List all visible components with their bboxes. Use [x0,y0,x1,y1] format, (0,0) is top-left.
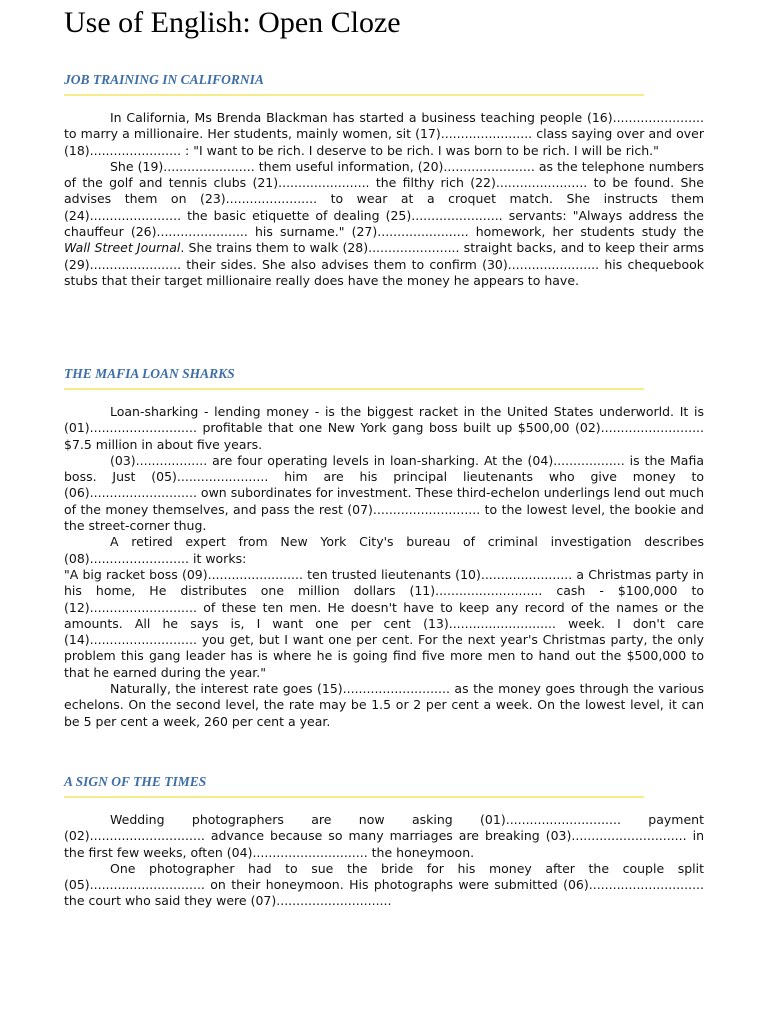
paragraph-quote [64,567,704,681]
paragraph [64,681,704,730]
section-body-job-training [64,110,704,289]
paragraph [64,861,704,910]
paragraph [64,453,704,534]
paragraph-text: (03).................. are four operating levels in loan-sharking. At the (04).................. is the Mafia boss. Just (05)....................... him are his principal lieutenants who give money to (06)........................... own subordinates for investment. These third-echelon underlings lend out much of the money themselves, and pass the rest (07)........................... to the lowest level, the bookie and the street-corner thug. [64,452,704,534]
newspaper-title: Wall Street Journal [64,240,181,256]
page-title: Use of English: Open Cloze [64,6,401,39]
section-heading-sign-of-the-times: A SIGN OF THE TIMES [64,774,644,798]
paragraph-text: Wedding photographers are now asking (01)............................. payment (02)............................. advance because so many marriages are breaking (03)............................. in the first few weeks, often (04)............................. the honeymoon. [64,812,704,860]
section-heading-mafia-loan-sharks: THE MAFIA LOAN SHARKS [64,366,644,390]
paragraph [64,159,704,289]
paragraph-text: A retired expert from New York City's bureau of criminal investigation describes (08)......................... it works: [64,534,704,566]
paragraph-text: Naturally, the interest rate goes (15)........................... as the money goes through the various echelons. On the second level, the rate may be 1.5 or 2 per cent a week. On the lowest level, it can be 5 per cent a week, 260 per cent a year. [64,681,704,729]
paragraph-text: Loan-sharking - lending money - is the biggest racket in the United States underworld. It is (01)........................... profitable that one New York gang boss built up $500,00 (02).......................... $7.5 million in about five years. [64,404,704,452]
paragraph [64,110,704,159]
paragraph [64,404,704,453]
section-heading-job-training: JOB TRAINING IN CALIFORNIA [64,72,644,96]
paragraph-text: "A big racket boss (09)........................ ten trusted lieutenants (10)....................... a Christmas party in his home, He distributes one million dollars (11)........................... cash - $100,000 to (12)........................... of these ten men. He doesn't have to keep any record of the names or the amounts. All he says is, I want one per cent (13)........................... week. I don't care (14)........................... you get, but I want one per cent. For the next year's Christmas party, the only problem this gang leader has is where he is going find five more men to hand out the $500,000 to that he earned during the year." [64,566,704,680]
paragraph-text: . She trains them to walk (28)....................... straight backs, and to keep their arms (29)....................... their sides. She also advises them to confirm (30)....................... his chequebook stubs that their target millionaire really does have the money he appears to have. [64,240,705,288]
section-body-mafia-loan-sharks [64,404,704,730]
paragraph-text: She (19)....................... them useful information, (20)....................... as the telephone numbers of the golf and tennis clubs (21)....................... the filthy rich (22)....................... to be found. She advises them on (23)....................... to wear at a croquet match. She instructs them (24)....................... the basic etiquette of dealing (25)....................... servants: "Always address the chauffeur (26)....................... his surname." (27)....................... homework, her students study the [64,158,704,240]
paragraph [64,812,704,861]
section-body-sign-of-the-times [64,812,704,910]
paragraph-text: One photographer had to sue the bride for his money after the couple split (05)............................. on their honeymoon. His photographs were submitted (06)............................. the court who said they were (07)............................. [64,860,704,909]
paragraph [64,534,704,567]
paragraph-text: In California, Ms Brenda Blackman has started a business teaching people (16)....................... to marry a millionaire. Her students, mainly women, sit (17)....................... class saying over and over (18)....................... : "I want to be rich. I deserve to be rich. I was born to be rich. I will be rich." [64,110,704,158]
